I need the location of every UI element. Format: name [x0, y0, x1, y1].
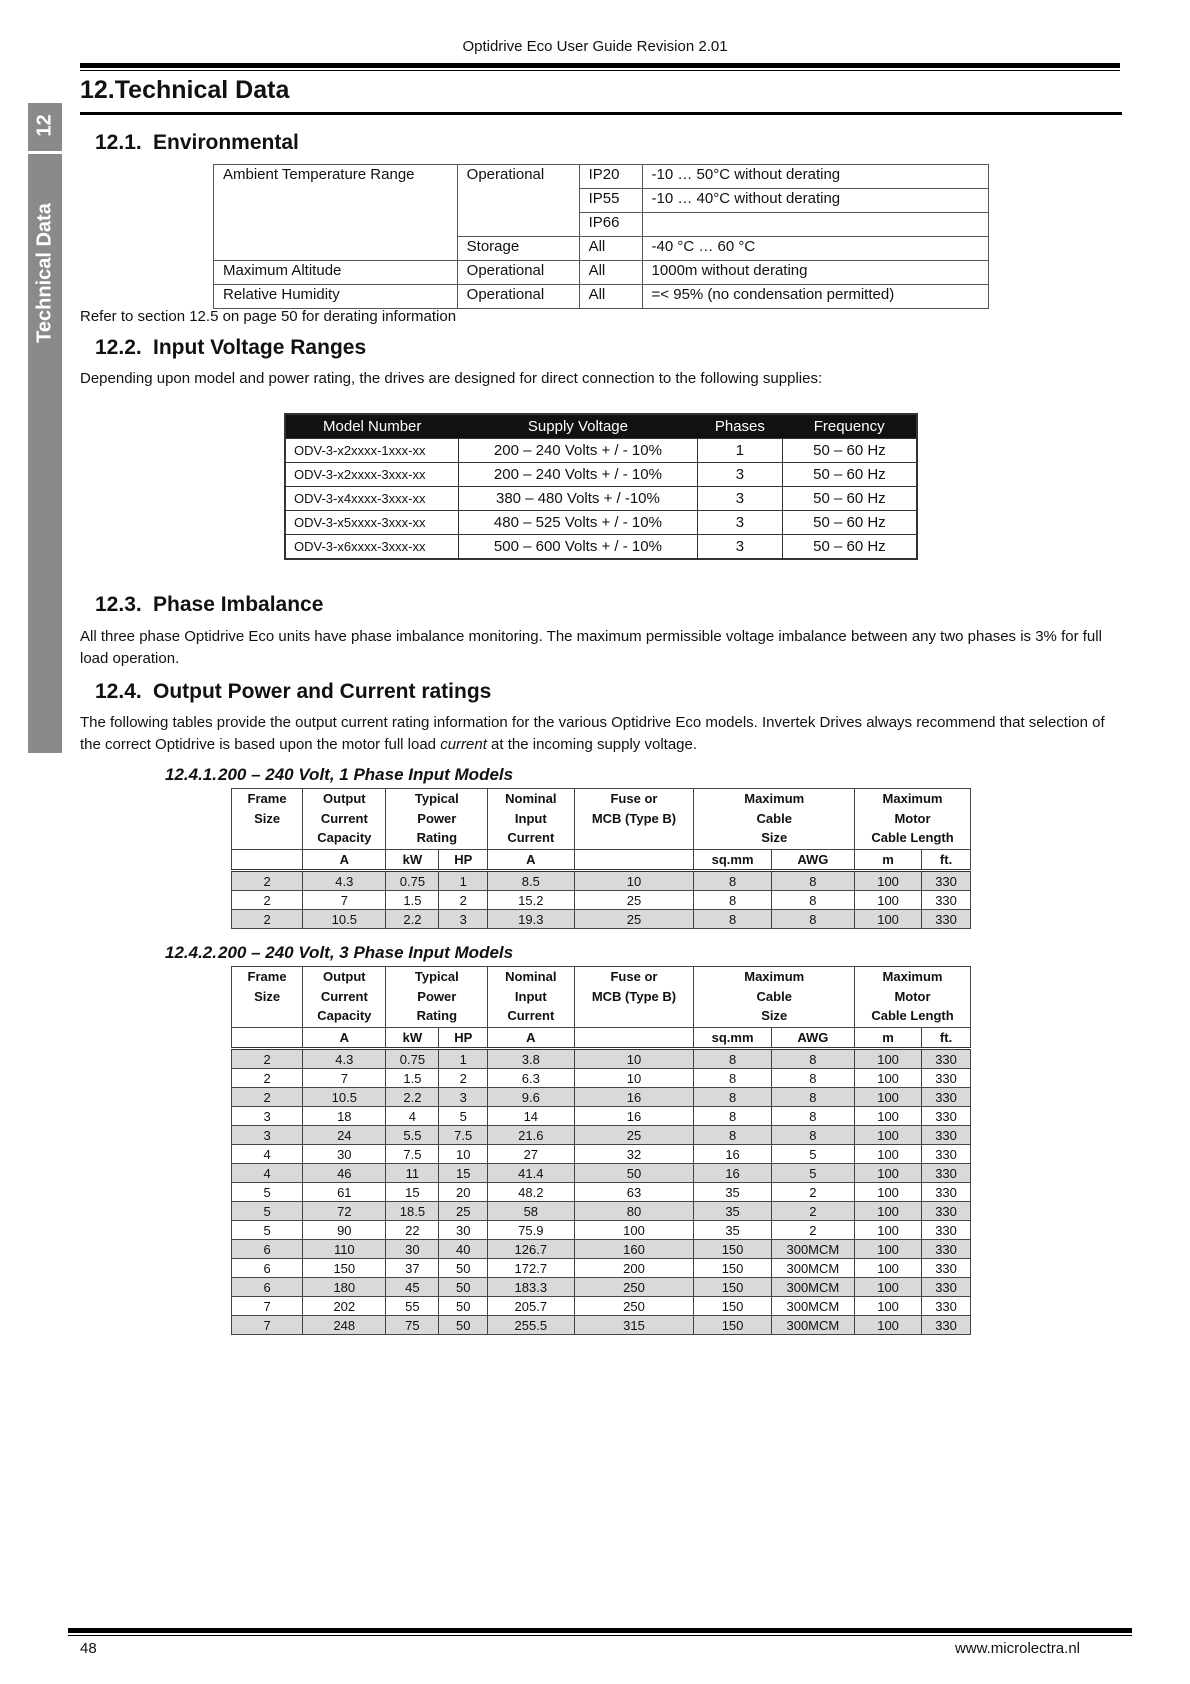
table-row: IP55 -10 … 40°C without derating	[214, 189, 989, 213]
table-row: ODV-3-x2xxxx-1xxx-xx 200 – 240 Volts + / - 10% 1 50 – 60 Hz	[285, 439, 917, 463]
ratings-table-1phase	[231, 788, 971, 929]
table-header-row	[232, 967, 971, 1028]
tab-divider	[28, 151, 62, 154]
table-row: 5 61 15 20 48.2 63 35 2 100 330	[232, 1183, 971, 1202]
table-row: 7 202 55 50 205.7 250 150 300MCM 100 330	[232, 1297, 971, 1316]
section-heading-voltage: 12.2. Input Voltage Ranges	[95, 336, 367, 359]
column-header: Maximum Cable Size	[694, 789, 855, 850]
table-row: 2 10.5 2.2 3 19.3 25 8 8 100 330	[232, 910, 971, 929]
table-row: 2 10.5 2.2 3 9.6 16 8 8 100 330	[232, 1088, 971, 1107]
column-header: Frame Size	[232, 967, 303, 1028]
environmental-table	[213, 164, 989, 309]
derating-note: Refer to section 12.5 on page 50 for derating information	[80, 308, 457, 325]
chapter-side-tab	[28, 103, 62, 753]
voltage-table	[284, 413, 918, 560]
subheading-1phase: 12.4.1.200 – 240 Volt, 1 Phase Input Models	[165, 765, 514, 784]
voltage-intro: Depending upon model and power rating, the drives are designed for direct connection to the following supplies:	[80, 370, 823, 387]
column-header: Fuse or MCB (Type B)	[574, 789, 694, 850]
imbalance-text: All three phase Optidrive Eco units have phase imbalance monitoring. The maximum permissible voltage imbalance between any two phases is 3% for full load operation.	[80, 628, 1102, 667]
table-row: Maximum Altitude Operational All 1000m without derating	[214, 261, 989, 285]
table-row: ODV-3-x5xxxx-3xxx-xx 480 – 525 Volts + / - 10% 3 50 – 60 Hz	[285, 511, 917, 535]
table-row: Storage All -40 °C … 60 °C	[214, 237, 989, 261]
column-header: Typical Power Rating	[386, 967, 488, 1028]
table-row: Relative Humidity Operational All =< 95% (no condensation permitted)	[214, 285, 989, 309]
table-row: 5 90 22 30 75.9 100 35 2 100 330	[232, 1221, 971, 1240]
footer-rule	[68, 1628, 1132, 1633]
table-row: 5 72 18.5 25 58 80 35 2 100 330	[232, 1202, 971, 1221]
header-rule	[80, 63, 1120, 68]
table-row: 2 7 1.5 2 15.2 25 8 8 100 330	[232, 891, 971, 910]
table-row: ODV-3-x4xxxx-3xxx-xx 380 – 480 Volts + / -10% 3 50 – 60 Hz	[285, 487, 917, 511]
footer-rule-thin	[68, 1635, 1132, 1636]
output-text: The following tables provide the output current rating information for the various Optidrive Eco models. Invertek Drives always recommend that selection of the correct Optidrive is based upon the motor full load current at the incoming supply voltage.	[80, 714, 1105, 753]
table-row: 4 46 11 15 41.4 50 16 5 100 330	[232, 1164, 971, 1183]
table-header-row	[232, 789, 971, 850]
column-header: Typical Power Rating	[386, 789, 488, 850]
table-header-row: Model Number Supply Voltage Phases Frequency	[285, 414, 917, 439]
section-heading-imbalance: 12.3. Phase Imbalance	[95, 593, 324, 616]
table-row: IP66	[214, 213, 989, 237]
column-header: Maximum Motor Cable Length	[855, 967, 971, 1028]
chapter-label: Technical Data	[33, 203, 56, 343]
subheading-3phase: 12.4.2.200 – 240 Volt, 3 Phase Input Models	[165, 943, 514, 962]
title-rule	[80, 112, 1122, 115]
table-row: 7 248 75 50 255.5 315 150 300MCM 100 330	[232, 1316, 971, 1335]
table-row: 3 18 4 5 14 16 8 8 100 330	[232, 1107, 971, 1126]
table-row: 4 30 7.5 10 27 32 16 5 100 330	[232, 1145, 971, 1164]
units-row: A kW HP A sq.mm AWG m ft.	[232, 1028, 971, 1049]
column-header: Frame Size	[232, 789, 303, 850]
table-row: 2 7 1.5 2 6.3 10 8 8 100 330	[232, 1069, 971, 1088]
chapter-number: 12	[33, 113, 56, 137]
units-row: A kW HP A sq.mm AWG m ft.	[232, 850, 971, 871]
header-rule-thin	[80, 70, 1120, 71]
table-row: Ambient Temperature Range Operational IP20 -10 … 50°C without derating	[214, 165, 989, 189]
ratings-table-3phase	[231, 966, 971, 1335]
table-row: ODV-3-x2xxxx-3xxx-xx 200 – 240 Volts + / - 10% 3 50 – 60 Hz	[285, 463, 917, 487]
column-header: Nominal Input Current	[488, 967, 574, 1028]
page-number: 48	[80, 1640, 97, 1657]
table-row: ODV-3-x6xxxx-3xxx-xx 500 – 600 Volts + / - 10% 3 50 – 60 Hz	[285, 535, 917, 560]
footer-url: www.microlectra.nl	[954, 1640, 1080, 1657]
page-title: 12.Technical Data	[80, 76, 290, 104]
table-row: 2 4.3 0.75 1 8.5 10 8 8 100 330	[232, 871, 971, 891]
column-header: Output Current Capacity	[303, 789, 386, 850]
section-heading-output: 12.4. Output Power and Current ratings	[95, 680, 492, 703]
running-header: Optidrive Eco User Guide Revision 2.01	[462, 38, 728, 55]
table-row: 2 4.3 0.75 1 3.8 10 8 8 100 330	[232, 1049, 971, 1069]
column-header: Maximum Motor Cable Length	[855, 789, 971, 850]
table-row: 6 150 37 50 172.7 200 150 300MCM 100 330	[232, 1259, 971, 1278]
column-header: Output Current Capacity	[303, 967, 386, 1028]
table-row: 3 24 5.5 7.5 21.6 25 8 8 100 330	[232, 1126, 971, 1145]
column-header: Maximum Cable Size	[694, 967, 855, 1028]
table-row: 6 110 30 40 126.7 160 150 300MCM 100 330	[232, 1240, 971, 1259]
section-heading-environmental: 12.1. Environmental	[95, 131, 299, 154]
column-header: Fuse or MCB (Type B)	[574, 967, 694, 1028]
column-header: Nominal Input Current	[488, 789, 574, 850]
table-row: 6 180 45 50 183.3 250 150 300MCM 100 330	[232, 1278, 971, 1297]
